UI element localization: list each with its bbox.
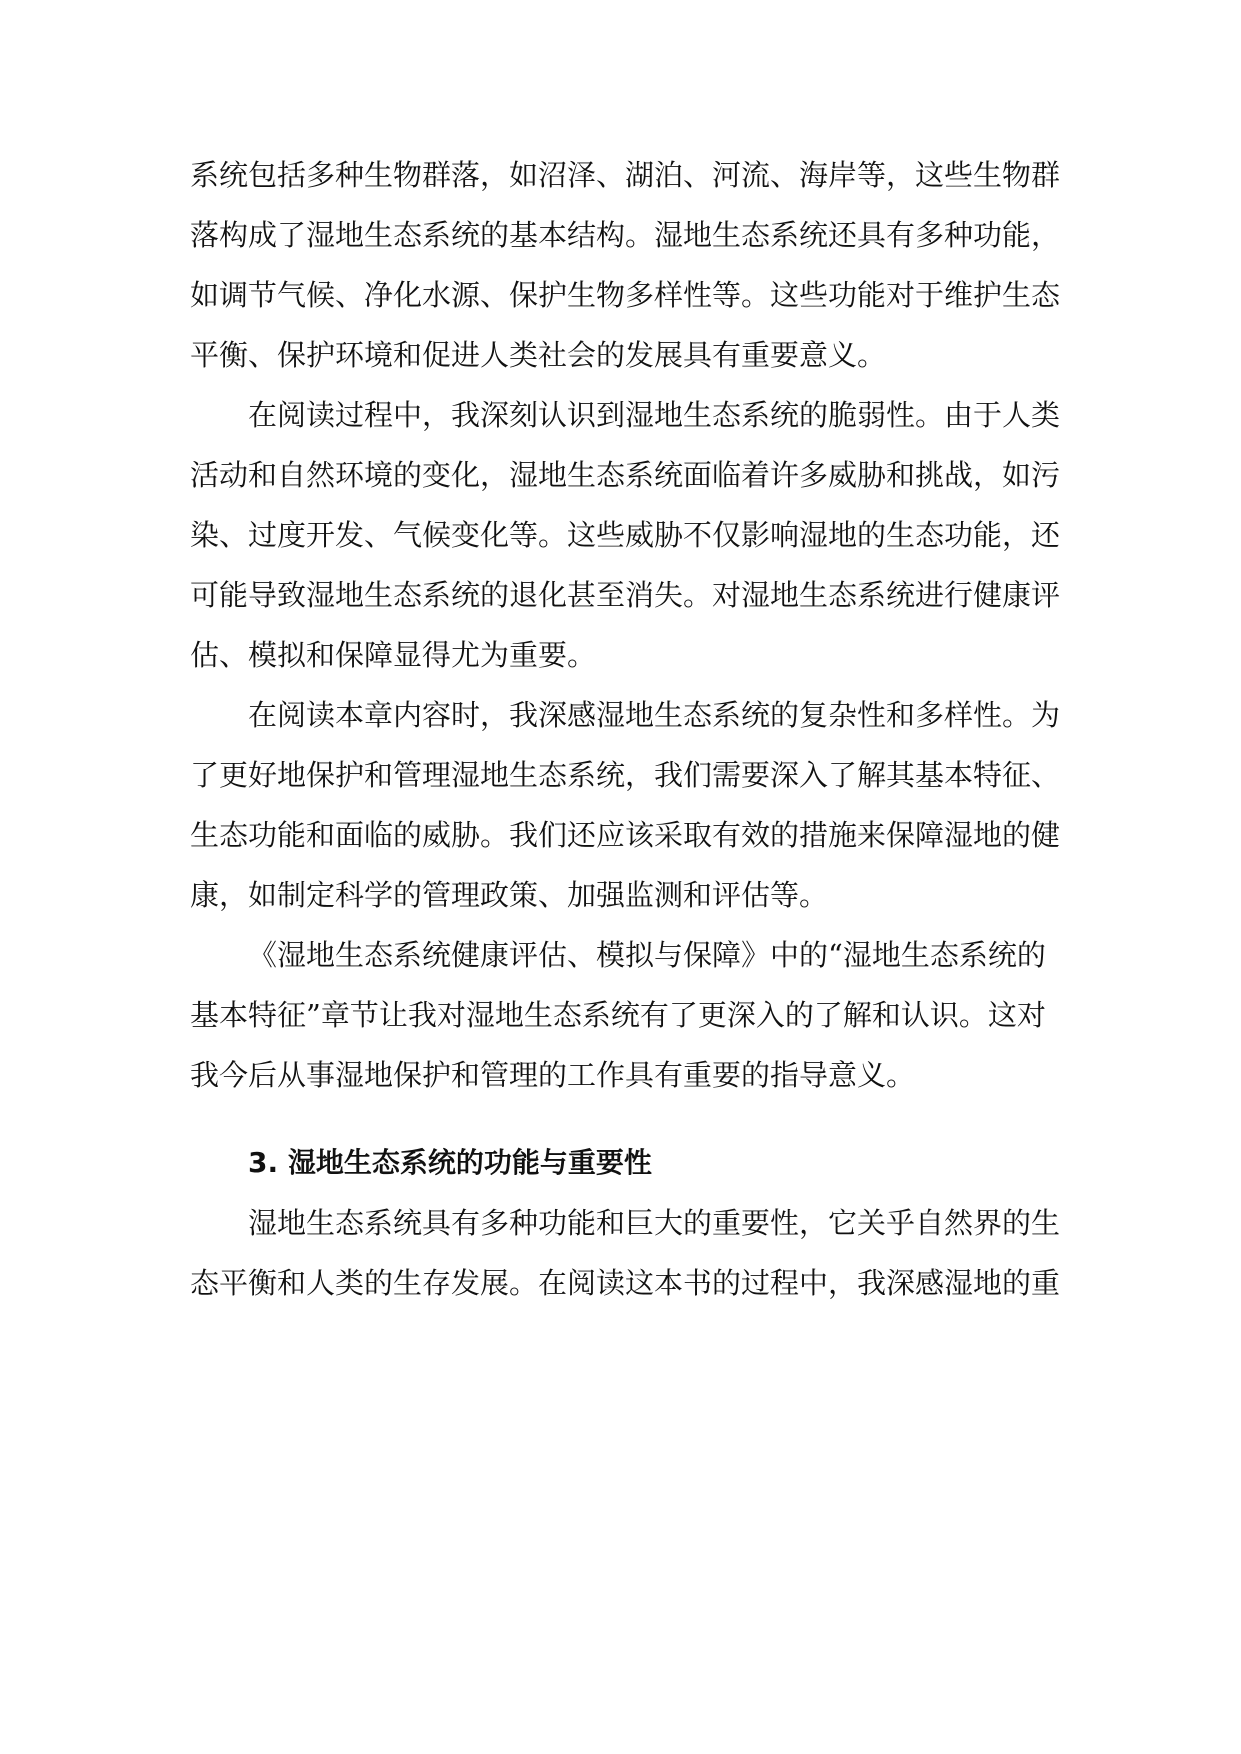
paragraph-5	[190, 1193, 1060, 1313]
paragraph-1	[190, 145, 1060, 385]
paragraph-line: 在阅读过程中，我深刻认识到湿地生态系统的脆弱性。由于人类	[248, 398, 1061, 432]
paragraph-line: 估、模拟和保障显得尤为重要。	[190, 638, 597, 672]
paragraph-line: 系统包括多种生物群落，如沼泽、湖泊、河流、海岸等，这些生物群	[190, 158, 1061, 192]
paragraph-line: 在阅读本章内容时，我深感湿地生态系统的复杂性和多样性。为	[248, 698, 1061, 732]
document-body	[190, 145, 1060, 1313]
section-spacer	[190, 1105, 1060, 1133]
paragraph-line: 态平衡和人类的生存发展。在阅读这本书的过程中，我深感湿地的重	[190, 1266, 1061, 1300]
paragraph-line: 落构成了湿地生态系统的基本结构。湿地生态系统还具有多种功能，	[190, 218, 1061, 252]
section-heading: 3. 湿地生态系统的功能与重要性	[248, 1146, 652, 1179]
paragraph-line: 如调节气候、净化水源、保护生物多样性等。这些功能对于维护生态	[190, 278, 1061, 312]
paragraph-line: 我今后从事湿地保护和管理的工作具有重要的指导意义。	[190, 1058, 916, 1092]
paragraph-line: 湿地生态系统具有多种功能和巨大的重要性，它关乎自然界的生	[248, 1206, 1061, 1240]
paragraph-line: 《湿地生态系统健康评估、模拟与保障》中的“湿地生态系统的	[248, 938, 1046, 972]
paragraph-line: 活动和自然环境的变化，湿地生态系统面临着许多威胁和挑战，如污	[190, 458, 1061, 492]
paragraph-line: 了更好地保护和管理湿地生态系统，我们需要深入了解其基本特征、	[190, 758, 1061, 792]
paragraph-line: 生态功能和面临的威胁。我们还应该采取有效的措施来保障湿地的健	[190, 818, 1061, 852]
paragraph-line: 染、过度开发、气候变化等。这些威胁不仅影响湿地的生态功能，还	[190, 518, 1061, 552]
paragraph-line: 可能导致湿地生态系统的退化甚至消失。对湿地生态系统进行健康评	[190, 578, 1061, 612]
paragraph-4	[190, 925, 1060, 1105]
paragraph-line: 康，如制定科学的管理政策、加强监测和评估等。	[190, 878, 829, 912]
paragraph-2	[190, 385, 1060, 685]
paragraph-3	[190, 685, 1060, 925]
paragraph-line: 平衡、保护环境和促进人类社会的发展具有重要意义。	[190, 338, 887, 372]
paragraph-line: 基本特征”章节让我对湿地生态系统有了更深入的了解和认识。这对	[190, 998, 1046, 1032]
